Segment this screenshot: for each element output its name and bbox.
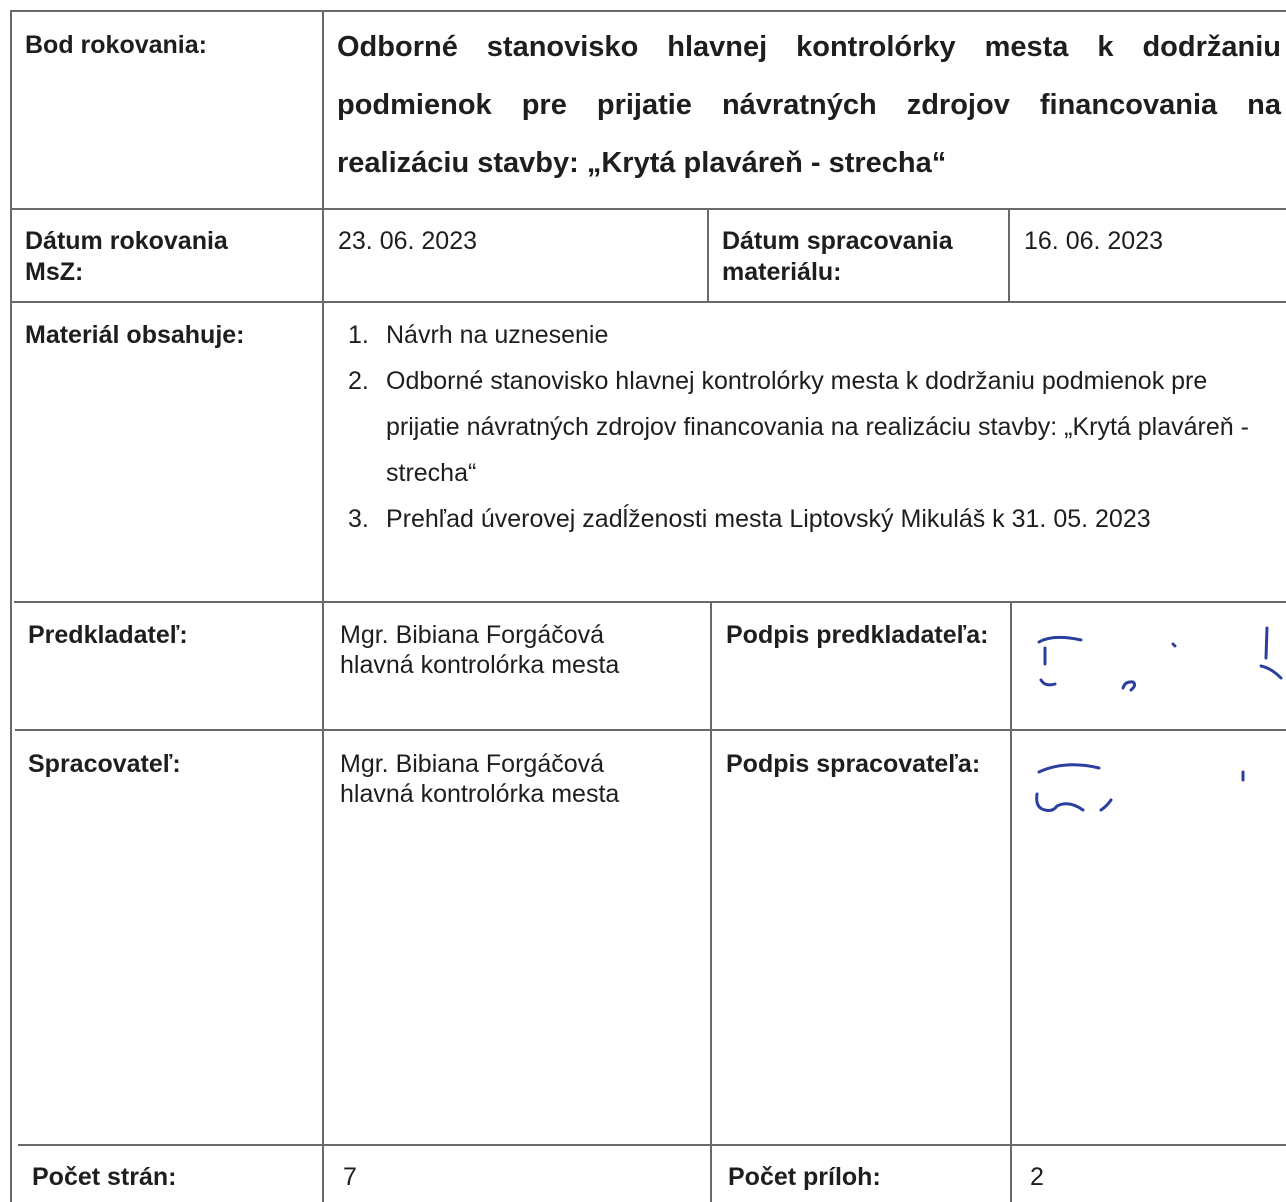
signature-stroke xyxy=(1101,800,1111,810)
material-item-number: 1. xyxy=(348,321,369,349)
spracovatel-role: hlavná kontrolórka mesta xyxy=(340,780,620,808)
signature-stroke xyxy=(1037,794,1083,811)
table-border-top xyxy=(10,10,1286,12)
datum-rokovania-value: 23. 06. 2023 xyxy=(338,227,478,255)
spracovatel-name: Mgr. Bibiana Forgáčová xyxy=(340,750,605,778)
table-border-row5 xyxy=(18,1144,1286,1146)
signature-stroke xyxy=(1039,637,1081,642)
table-border-col2-upper xyxy=(707,208,709,301)
signature-stroke xyxy=(1266,628,1267,658)
material-item-text: Odborné stanovisko hlavnej kontrolórky mesta k dodržaniu podmienok pre prijatie návratných zdrojov financovania na realizáciu stavby: „Krytá plaváreň - strecha“ xyxy=(386,367,1249,487)
material-item-3 xyxy=(336,496,1276,542)
material-item-1 xyxy=(336,312,1276,358)
pocet-priloh-value: 2 xyxy=(1030,1163,1044,1191)
material-items xyxy=(336,312,1276,542)
bod-rokovania-label: Bod rokovania: xyxy=(25,31,207,59)
material-list xyxy=(336,312,1276,542)
table-border-row4 xyxy=(15,729,1286,731)
table-border-col2-lower xyxy=(710,601,712,1202)
predkladatel-signature-image xyxy=(1025,620,1285,710)
material-item-text: Návrh na uznesenie xyxy=(386,321,609,349)
material-item-text: Prehľad úverovej zadĺženosti mesta Liptovský Mikuláš k 31. 05. 2023 xyxy=(386,505,1151,533)
spracovatel-label: Spracovateľ: xyxy=(28,750,181,778)
datum-spracovania-label: Dátum spracovania materiálu: xyxy=(722,227,953,286)
table-border-col3-lower xyxy=(1010,601,1012,1202)
signature-stroke xyxy=(1039,765,1099,772)
table-border-col1 xyxy=(322,10,324,1202)
table-border-left xyxy=(10,10,12,1202)
table-border-row1 xyxy=(10,208,1286,210)
table-border-row2 xyxy=(12,301,1286,303)
predkladatel-label: Predkladateľ: xyxy=(28,621,188,649)
signature-stroke xyxy=(1261,666,1281,678)
material-item-2 xyxy=(336,358,1276,496)
predkladatel-name: Mgr. Bibiana Forgáčová xyxy=(340,621,605,649)
spracovatel-signature-image xyxy=(1025,750,1265,830)
material-label: Materiál obsahuje: xyxy=(25,321,245,349)
table-border-row3 xyxy=(14,601,1286,603)
pocet-stran-label: Počet strán: xyxy=(32,1163,177,1191)
podpis-predkladatela-label: Podpis predkladateľa: xyxy=(726,621,989,649)
datum-rokovania-label: Dátum rokovania MsZ: xyxy=(25,227,228,286)
table-border-col3-upper xyxy=(1008,208,1010,301)
datum-spracovania-value: 16. 06. 2023 xyxy=(1024,227,1164,255)
pocet-stran-value: 7 xyxy=(343,1163,357,1191)
material-item-number: 3. xyxy=(348,505,369,533)
bod-rokovania-title: Odborné stanovisko hlavnej kontrolórky mesta k dodržaniu podmienok pre prijatie návratných zdrojov financovania na realizáciu stavby: „Krytá plaváreň - strecha“ xyxy=(337,31,1281,179)
podpis-spracovatela-label: Podpis spracovateľa: xyxy=(726,750,981,778)
signature-stroke xyxy=(1041,680,1055,685)
pocet-priloh-label: Počet príloh: xyxy=(728,1163,881,1191)
signature-stroke xyxy=(1173,644,1175,646)
predkladatel-role: hlavná kontrolórka mesta xyxy=(340,651,620,679)
material-item-number: 2. xyxy=(348,367,369,395)
signature-stroke xyxy=(1123,682,1135,690)
